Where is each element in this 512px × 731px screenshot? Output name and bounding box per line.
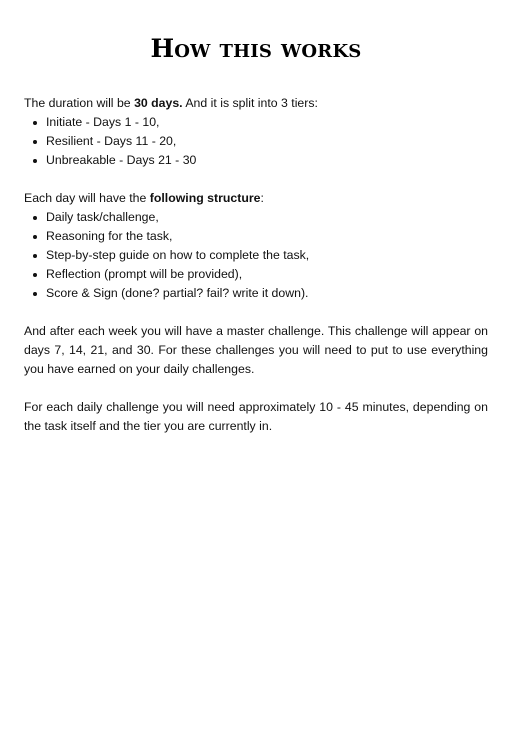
tier-list	[24, 113, 488, 170]
structure-prefix: Each day will have the	[24, 191, 150, 205]
structure-list	[24, 208, 488, 303]
master-challenge-paragraph: And after each week you will have a master challenge. This challenge will appear on days 7, 14, 21, and 30. For these challenges you will need to put to use everything you have earned on your daily challenges.	[24, 324, 488, 376]
bullet-icon	[33, 159, 37, 163]
list-item	[46, 284, 488, 303]
list-item	[46, 227, 488, 246]
structure-item-label: Step-by-step guide on how to complete the task,	[46, 248, 310, 262]
list-item	[46, 113, 488, 132]
bullet-icon	[33, 140, 37, 144]
time-required-paragraph: For each daily challenge you will need approximately 10 - 45 minutes, depending on the task itself and the tier you are currently in.	[24, 400, 488, 433]
duration-suffix: And it is split into 3 tiers:	[182, 96, 318, 110]
duration-intro	[24, 94, 488, 113]
bullet-icon	[33, 121, 37, 125]
list-item	[46, 151, 488, 170]
bullet-icon	[33, 273, 37, 277]
bullet-icon	[33, 216, 37, 220]
structure-intro	[24, 189, 488, 208]
page-title: How this works	[150, 34, 362, 63]
structure-highlight: following structure	[149, 191, 261, 205]
list-item	[46, 265, 488, 284]
structure-item-label: Score & Sign (done? partial? fail? write it down).	[46, 286, 309, 300]
bullet-icon	[33, 292, 37, 296]
structure-suffix: :	[260, 191, 264, 205]
structure-item-label: Daily task/challenge,	[46, 210, 159, 224]
list-item	[46, 246, 488, 265]
structure-item-label: Reflection (prompt will be provided),	[46, 267, 243, 281]
structure-item-label: Reasoning for the task,	[46, 229, 173, 243]
duration-prefix: The duration will be	[24, 96, 135, 110]
duration-highlight: 30 days.	[134, 96, 183, 110]
list-item	[46, 132, 488, 151]
tier-label: Resilient - Days 11 - 20,	[46, 134, 177, 148]
bullet-icon	[33, 235, 37, 239]
bullet-icon	[33, 254, 37, 258]
tier-label: Unbreakable - Days 21 - 30	[46, 153, 197, 167]
tier-label: Initiate - Days 1 - 10,	[46, 115, 160, 129]
list-item	[46, 208, 488, 227]
